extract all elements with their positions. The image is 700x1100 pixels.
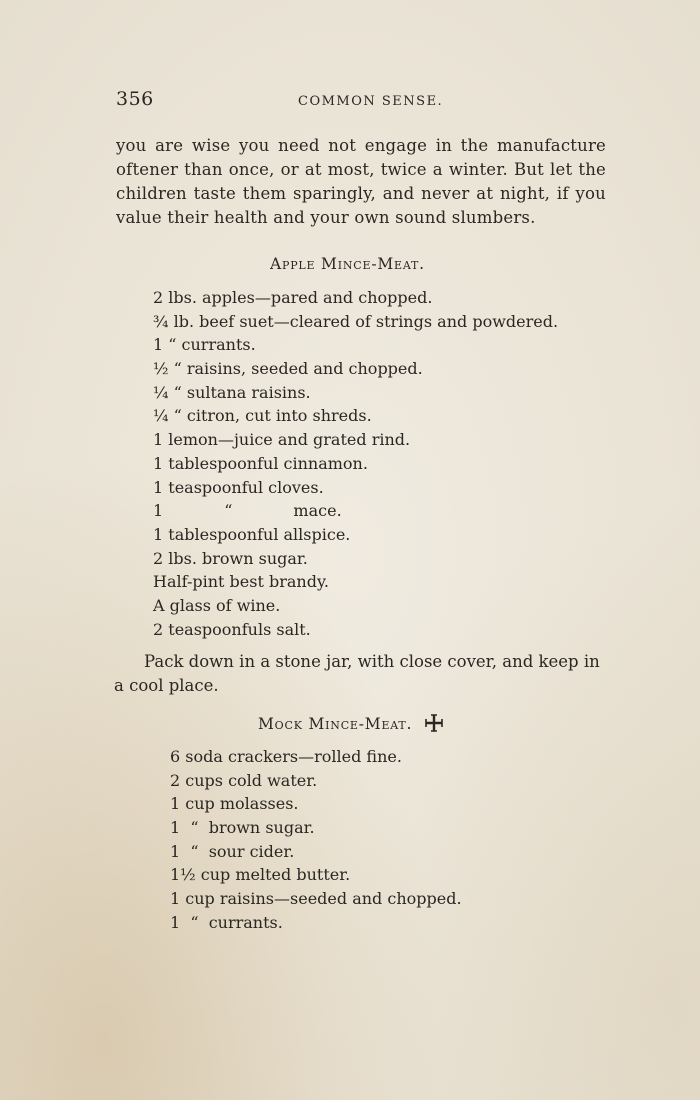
ingredient-line: 1 teaspoonful cloves. <box>153 477 324 497</box>
running-head: COMMON SENSE. <box>298 94 444 109</box>
instruction-text: Pack down in a stone jar, with close cover, and keep in a cool place. <box>114 652 600 695</box>
ingredient-line: 6 soda crackers—rolled fine. <box>170 747 402 766</box>
intro-paragraph <box>116 134 606 230</box>
mock-mince-meat-title-row <box>258 714 444 736</box>
ingredient-line: 1 “ mace. <box>153 501 342 521</box>
ingredient-line: 1 “ currants. <box>170 912 283 932</box>
ingredient-line: 1 cup raisins—seeded and chopped. <box>170 889 462 909</box>
ingredient-line: 2 lbs. brown sugar. <box>153 548 308 568</box>
ingredient-line: 1 lemon—juice and grated rind. <box>153 430 411 450</box>
ingredient-line: 1 “ brown sugar. <box>170 818 315 838</box>
mock-mince-meat-title: Mock Mince-Meat. <box>258 715 413 733</box>
apple-mince-meat-title: Apple Mince-Meat. <box>270 255 425 273</box>
ingredient-line: 1 “ currants. <box>153 335 256 355</box>
ingredient-line: 1 “ sour cider. <box>170 841 295 861</box>
ingredient-line: 1 tablespoonful cinnamon. <box>153 453 368 473</box>
intro-text: you are wise you need not engage in the manufacture oftener than once, or at most, twice a winter. But let the children taste them sparingly, and never at night, if you value their health and your own sound slumbers. <box>116 136 606 227</box>
page-number: 356 <box>116 88 154 110</box>
apple-ingredient-list <box>153 286 558 641</box>
ingredient-line: 2 cups cold water. <box>170 770 318 790</box>
ingredient-line: 2 teaspoonfuls salt. <box>153 619 311 639</box>
ingredient-line: ¼ “ sultana raisins. <box>153 382 311 402</box>
ingredient-line: ½ “ raisins, seeded and chopped. <box>153 359 423 379</box>
printer-ornament-cross-icon <box>424 714 444 736</box>
ingredient-line: Half-pint best brandy. <box>153 572 329 592</box>
ingredient-line: 2 lbs. apples—pared and chopped. <box>153 288 433 307</box>
ingredient-line: 1 tablespoonful allspice. <box>153 524 351 544</box>
ingredient-line: 1½ cup melted butter. <box>170 865 351 885</box>
ingredient-line: ¾ lb. beef suet—cleared of strings and powdered. <box>153 311 559 331</box>
ingredient-line: A glass of wine. <box>153 595 281 615</box>
ingredient-line: 1 cup molasses. <box>170 794 299 814</box>
apple-instruction <box>114 650 604 698</box>
ingredient-line: ¼ “ citron, cut into shreds. <box>153 406 372 426</box>
mock-ingredient-list <box>170 745 462 935</box>
page-header <box>116 88 606 114</box>
